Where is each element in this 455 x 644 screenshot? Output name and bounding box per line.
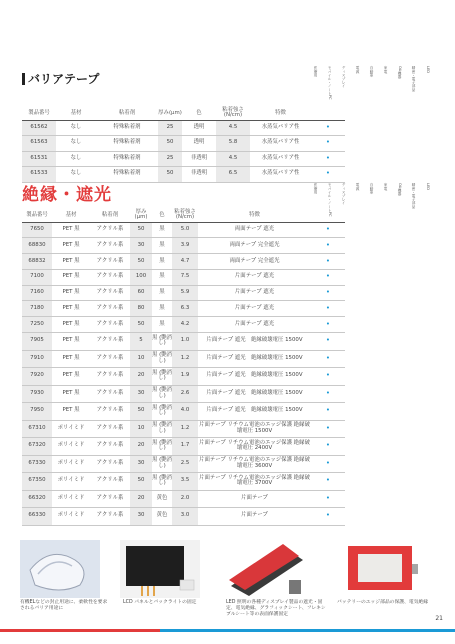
barrier-table [22,107,345,183]
cell-base: ポリイミド [52,508,90,526]
application-marker-icon: • [311,238,345,254]
cell-color: 黒 [152,238,172,254]
column-header-markers [311,107,345,120]
cell-base: なし [56,151,96,167]
column-header: 製品番号 [22,107,56,120]
cell-feat: 水蒸気バリア性 [250,151,311,167]
application-marker-icon: • [311,285,345,301]
cell-str: 1.7 [172,438,198,456]
cell-color: 黒 (艶消し) [152,368,172,386]
column-header: 色 [152,209,172,222]
cell-no: 61562 [22,120,56,136]
cell-feat: 片面テープ 遮光 [198,269,311,285]
cell-thk: 80 [130,301,152,317]
cell-feat: 片面テープ 遮光 絶縁破壊電圧 1500V [198,333,311,351]
application-marker-icon: • [311,120,345,136]
vheader: LED [426,66,430,74]
column-header: 特徴 [250,107,311,120]
cell-adh: アクリル系 [90,490,130,508]
application-marker-icon: • [311,317,345,333]
cell-no: 66320 [22,490,52,508]
cell-color: 黒 (艶消し) [152,473,172,491]
cell-adh: アクリル系 [90,403,130,421]
cell-feat: 片面テープ リチウム電池のエッジ保護 絶縁破壊電圧 1500V [198,420,311,438]
cell-str: 3.9 [172,238,198,254]
vheader: 電源 [356,66,360,74]
table-row [22,285,345,301]
cell-feat: 片面テープ リチウム電池のエッジ保護 絶縁破壊電圧 3700V [198,473,311,491]
section-title-insulation: 絶縁・遮光 [22,185,112,205]
table-row [22,317,345,333]
cell-thk: 60 [130,285,152,301]
cell-base: なし [56,136,96,152]
cell-color: 黒 (艶消し) [152,455,172,473]
vheader: 家電 [384,183,388,191]
cell-feat: 両面テープ 遮光 [198,222,311,238]
table-row [22,473,345,491]
application-marker-icon: • [311,222,345,238]
cell-adh: アクリル系 [90,438,130,456]
cell-color: 黒 (艶消し) [152,403,172,421]
cell-feat: 片面テープ 遮光 [198,317,311,333]
cell-base: なし [56,120,96,136]
cell-base: なし [56,167,96,183]
cell-base: ポリイミド [52,420,90,438]
caption-lcd: LCD パネルとバックライトの固定 [123,600,197,605]
cell-feat: 両面テープ 完全遮光 [198,238,311,254]
cell-color: 透明 [182,136,216,152]
cell-adh: アクリル系 [90,301,130,317]
column-header: 色 [182,107,216,120]
column-header: 粘着剤 [90,209,130,222]
cell-feat: 片面テープ リチウム電池のエッジ保護 絶縁破壊電圧 3600V [198,455,311,473]
cell-str: 4.7 [172,254,198,270]
cell-no: 7100 [22,269,52,285]
cell-thk: 100 [130,269,152,285]
cell-str: 1.2 [172,420,198,438]
cell-base: ポリイミド [52,438,90,456]
vheader: 自動車 [370,183,374,194]
cell-thk: 30 [130,455,152,473]
cell-no: 7950 [22,403,52,421]
column-header: 厚み(μm) [158,107,182,120]
table-row [22,490,345,508]
application-marker-icon: • [311,368,345,386]
cell-base: PET 黒 [52,403,90,421]
cell-color: 透明 [182,120,216,136]
cell-adh: アクリル系 [90,455,130,473]
cell-str: 6.5 [216,167,250,183]
cell-str: 5.0 [172,222,198,238]
cell-base: PET 黒 [52,317,90,333]
cell-str: 3.0 [172,508,198,526]
footer-bar-blue [160,629,455,632]
application-marker-icon: • [311,508,345,526]
vheader: LED [426,183,430,191]
cell-base: PET 黒 [52,368,90,386]
cell-feat: 片面テープ 遮光 絶縁破壊電圧 1500V [198,368,311,386]
column-header: 基材 [52,209,90,222]
cell-feat: 片面テープ リチウム電池のエッジ保護 絶縁破壊電圧 2400V [198,438,311,456]
cell-color: 黒 [152,301,172,317]
cell-thk: 50 [130,254,152,270]
vheader: 電源 [356,183,360,191]
table-row [22,438,345,456]
cell-no: 66330 [22,508,52,526]
lcd-panel-photo [120,540,200,598]
column-header: 特徴 [198,209,311,222]
cell-thk: 25 [158,151,182,167]
cell-feat: 片面テープ 遮光 絶縁破壊電圧 1500V [198,403,311,421]
cell-feat: 片面テープ 遮光 [198,285,311,301]
footer-bar-red [0,629,160,632]
cell-thk: 30 [130,238,152,254]
application-marker-icon: • [311,473,345,491]
vheader: ディスプレイ [342,66,346,88]
cell-color: 黒 [152,285,172,301]
cell-str: 2.6 [172,385,198,403]
cell-adh: アクリル系 [90,350,130,368]
cell-thk: 50 [158,136,182,152]
cell-feat: 片面テープ 遮光 絶縁破壊電圧 1500V [198,385,311,403]
cell-thk: 10 [130,350,152,368]
table-row [22,508,345,526]
cell-adh: アクリル系 [90,333,130,351]
battery-edge-photo [340,540,420,598]
cell-adh: アクリル系 [90,368,130,386]
cell-no: 7160 [22,285,52,301]
caption-led: LED 照明の各種ディスプレイ製品の遮光・固定、電気絶縁、グラフィックシート、フレキシブルシート等の表面保護固定 [226,600,326,617]
cell-no: 7930 [22,385,52,403]
cell-no: 61531 [22,151,56,167]
column-header: 厚み(μm) [130,209,152,222]
application-marker-icon: • [311,301,345,317]
cell-adh: アクリル系 [90,285,130,301]
cell-str: 1.0 [172,333,198,351]
cell-str: 1.2 [172,350,198,368]
table-row [22,120,345,136]
cell-feat: 水蒸気バリア性 [250,136,311,152]
cell-str: 5.9 [172,285,198,301]
cell-adh: アクリル系 [90,420,130,438]
cell-feat: 片面テープ 遮光 [198,301,311,317]
application-marker-icon: • [311,420,345,438]
cell-color: 黒 [152,317,172,333]
cell-thk: 50 [130,222,152,238]
application-marker-icon: • [311,254,345,270]
application-marker-icon: • [311,333,345,351]
cell-no: 7910 [22,350,52,368]
cell-base: PET 黒 [52,333,90,351]
cell-thk: 25 [158,120,182,136]
cell-no: 61533 [22,167,56,183]
cell-thk: 50 [130,317,152,333]
cell-color: 黒 (艶消し) [152,420,172,438]
cell-color: 非透明 [182,151,216,167]
cell-base: ポリイミド [52,490,90,508]
cell-str: 6.3 [172,301,198,317]
cell-color: 非透明 [182,167,216,183]
application-marker-icon: • [311,151,345,167]
cell-adh: 特殊粘着剤 [96,167,158,183]
vheader: 医療用 [314,183,318,194]
column-header: 製品番号 [22,209,52,222]
cell-base: PET 黒 [52,269,90,285]
cell-thk: 50 [130,473,152,491]
cell-str: 4.0 [172,403,198,421]
cell-color: 黒 (艶消し) [152,385,172,403]
caption-flexible: 有機ELなどの封止用途に、柔軟性を要求されるバリア用途に [20,600,108,611]
page-number: 21 [435,615,443,622]
cell-color: 黒 [152,222,172,238]
table-row [22,403,345,421]
cell-base: PET 黒 [52,301,90,317]
application-marker-icon: • [311,136,345,152]
cell-color: 黒 [152,254,172,270]
cell-color: 黒 (艶消し) [152,350,172,368]
cell-thk: 20 [130,368,152,386]
table-row [22,368,345,386]
cell-adh: アクリル系 [90,508,130,526]
table-row [22,420,345,438]
table-row [22,269,345,285]
table-row [22,301,345,317]
cell-no: 7905 [22,333,52,351]
cell-str: 1.9 [172,368,198,386]
table-row [22,136,345,152]
cell-thk: 20 [130,490,152,508]
cell-adh: アクリル系 [90,317,130,333]
cell-base: PET 黒 [52,222,90,238]
insulation-table [22,209,345,526]
cell-str: 4.5 [216,151,250,167]
cell-base: PET 黒 [52,385,90,403]
cell-base: ポリイミド [52,473,90,491]
cell-base: PET 黒 [52,254,90,270]
vheader: 家電 [384,66,388,74]
cell-color: 黒 [152,269,172,285]
cell-feat: 片面テープ [198,490,311,508]
cell-adh: アクリル系 [90,238,130,254]
table-row [22,151,345,167]
column-header-markers [311,209,345,222]
table-row [22,222,345,238]
cell-color: 黒 (艶消し) [152,438,172,456]
application-marker-icon: • [311,167,345,183]
cell-no: 7650 [22,222,52,238]
cell-no: 61563 [22,136,56,152]
led-display-photo [225,540,305,598]
cell-color: 黄色 [152,490,172,508]
cell-base: PET 黒 [52,238,90,254]
table-row [22,350,345,368]
cell-no: 68832 [22,254,52,270]
cell-no: 68830 [22,238,52,254]
cell-str: 4.5 [216,120,250,136]
vheader: 精密・電子部品 [412,183,416,209]
cell-adh: 特殊粘着剤 [96,151,158,167]
cell-base: ポリイミド [52,455,90,473]
table-row [22,254,345,270]
table-row [22,238,345,254]
vheader: 精密・電子部品 [412,66,416,92]
cell-adh: アクリル系 [90,269,130,285]
column-header: 粘着強さ(N/cm) [172,209,198,222]
cell-str: 7.5 [172,269,198,285]
cell-thk: 50 [130,403,152,421]
cell-feat: 水蒸気バリア性 [250,167,311,183]
cell-no: 7920 [22,368,52,386]
vheader: ディスプレイ [342,183,346,205]
application-marker-icon: • [311,455,345,473]
application-marker-icon: • [311,350,345,368]
cell-feat: 片面テープ 遮光 絶縁破壊電圧 1500V [198,350,311,368]
table-row [22,385,345,403]
cell-thk: 10 [130,420,152,438]
cell-base: PET 黒 [52,350,90,368]
cell-feat: 片面テープ [198,508,311,526]
cell-thk: 30 [130,508,152,526]
cell-no: 67310 [22,420,52,438]
vheader: モバイル・ノートPC [328,66,332,100]
cell-str: 5.8 [216,136,250,152]
vheader: OA機器 [398,66,402,79]
cell-thk: 50 [158,167,182,183]
cell-adh: アクリル系 [90,254,130,270]
vertical-headers-barrier [304,66,430,100]
section-title-barrier: バリアテープ [22,70,99,87]
application-marker-icon: • [311,385,345,403]
column-header: 粘着剤 [96,107,158,120]
column-header: 基材 [56,107,96,120]
caption-battery: バッテリーのエッジ部品の保護、電気絶縁 [337,600,429,605]
column-header: 粘着強さ(N/cm) [216,107,250,120]
cell-str: 3.5 [172,473,198,491]
cell-adh: アクリル系 [90,473,130,491]
cell-no: 7180 [22,301,52,317]
application-marker-icon: • [311,403,345,421]
cell-feat: 両面テープ 完全遮光 [198,254,311,270]
cell-no: 67320 [22,438,52,456]
cell-adh: アクリル系 [90,222,130,238]
cell-no: 67330 [22,455,52,473]
cell-adh: アクリル系 [90,385,130,403]
cell-thk: 20 [130,438,152,456]
application-marker-icon: • [311,438,345,456]
cell-feat: 水蒸気バリア性 [250,120,311,136]
cell-base: PET 黒 [52,285,90,301]
table-row [22,455,345,473]
cell-color: 黄色 [152,508,172,526]
vheader: OA機器 [398,183,402,196]
cell-color: 黒 (艶消し) [152,333,172,351]
vheader: 自動車 [370,66,374,77]
cell-str: 2.0 [172,490,198,508]
cell-thk: 30 [130,385,152,403]
flexible-film-photo [20,540,100,598]
vheader: モバイル・ノートPC [328,183,332,217]
title-bar-mark [22,73,25,85]
cell-no: 7250 [22,317,52,333]
cell-adh: 特殊粘着剤 [96,136,158,152]
cell-adh: 特殊粘着剤 [96,120,158,136]
application-marker-icon: • [311,490,345,508]
vheader: 医療用 [314,66,318,77]
cell-thk: 5 [130,333,152,351]
application-marker-icon: • [311,269,345,285]
cell-str: 2.5 [172,455,198,473]
cell-str: 4.2 [172,317,198,333]
cell-no: 67350 [22,473,52,491]
table-row [22,333,345,351]
application-photos [20,540,440,600]
